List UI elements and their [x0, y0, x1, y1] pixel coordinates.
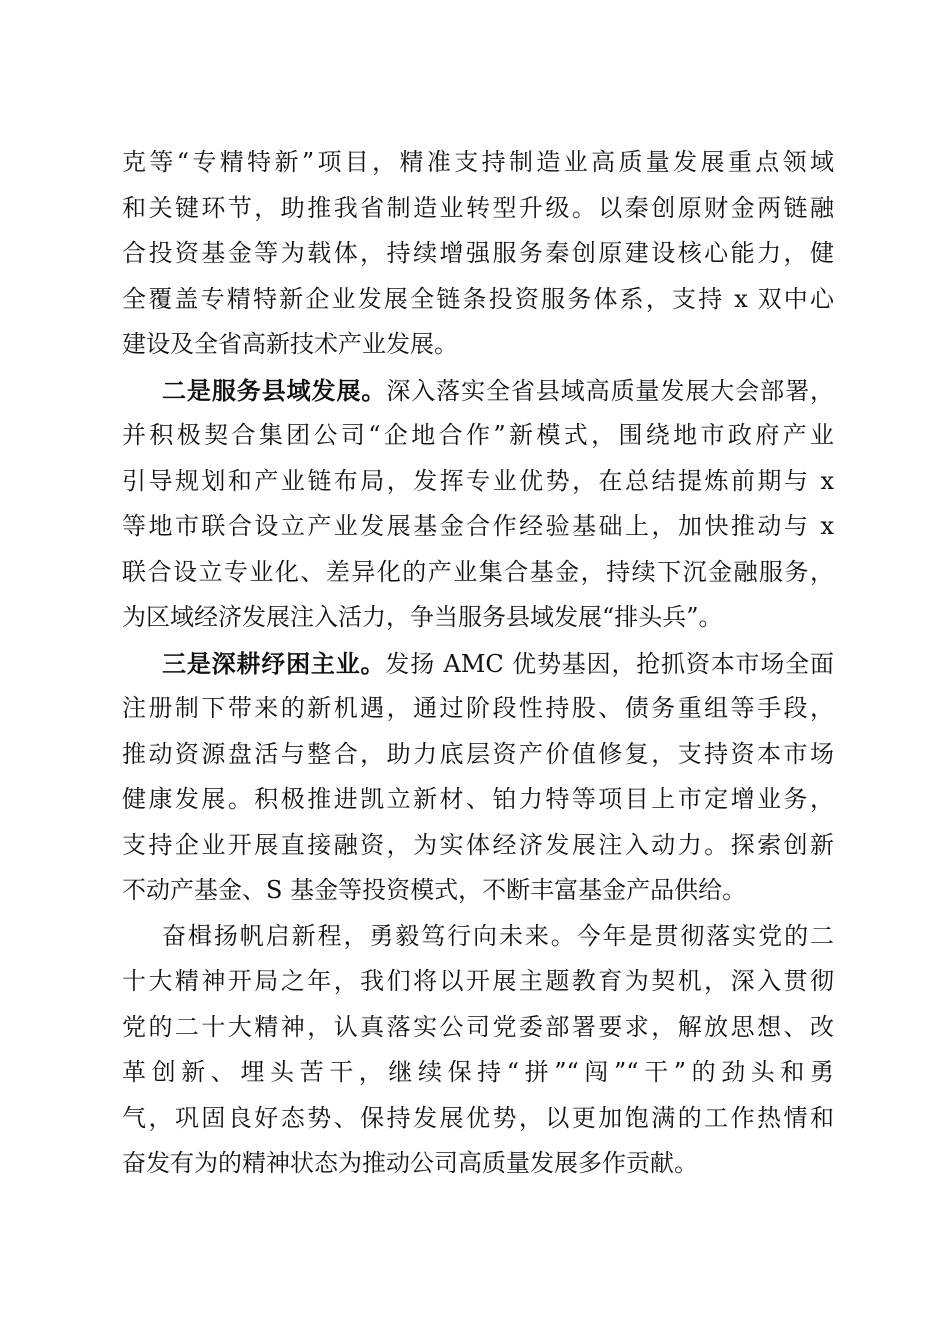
text-line: 克等“专精特新”项目，精准支持制造业高质量发展重点领域: [122, 148, 834, 176]
paragraph-lead-heading: 二是服务县域发展。: [162, 375, 387, 405]
text-line-first: 奋楫扬帆启新程，勇毅笃行向未来。今年是贯彻落实党的二: [162, 921, 834, 950]
text-line: 气，巩固良好态势、保持发展优势，以更加饱满的工作热情和: [122, 1103, 834, 1132]
paragraph-3: [122, 641, 834, 914]
text-line: 革创新、埋头苦干，继续保持“拼”“闯”“干”的劲头和勇: [122, 1058, 834, 1086]
document-body: [122, 140, 834, 1187]
text-line: 奋发有为的精神状态为推动公司高质量发展多作贡献。: [122, 1149, 698, 1177]
text-line: 联合设立专业化、差异化的产业集合基金，持续下沉金融服务，: [122, 557, 834, 586]
text-line: 党的二十大精神，认真落实公司党委部署要求，解放思想、改: [122, 1012, 834, 1041]
text-line: 全覆盖专精特新企业发展全链条投资服务体系，支持 x 双中心: [122, 284, 834, 313]
text-line: 引导规划和产业链布局，发挥专业优势，在总结提炼前期与 x: [122, 466, 834, 495]
paragraph-2: [122, 368, 834, 641]
paragraph-first-line-rest: 发扬 AMC 优势基因，抢抓资本市场全面: [385, 649, 834, 678]
paragraph-first-line-rest: 深入落实全省县域高质量发展大会部署，: [386, 376, 834, 405]
paragraph-4: [122, 914, 834, 1187]
paragraph-1: [122, 140, 834, 368]
text-line: 合投资基金等为载体，持续增强服务秦创原建设核心能力，健: [122, 239, 834, 267]
text-line-first: [122, 368, 834, 414]
text-line: 推动资源盘活与整合，助力底层资产价值修复，支持资本市场: [122, 739, 834, 768]
text-line: 和关键环节，助推我省制造业转型升级。以秦创原财金两链融: [122, 193, 834, 222]
text-line: 为区域经济发展注入活力，争当服务县域发展“排头兵”。: [122, 603, 723, 631]
text-line: 健康发展。积极推进凯立新材、铂力特等项目上市定增业务，: [122, 785, 834, 813]
text-line: 等地市联合设立产业发展基金合作经验基础上，加快推动与 x: [122, 512, 834, 540]
text-line: 不动产基金、S 基金等投资模式，不断丰富基金产品供给。: [122, 876, 747, 904]
text-line: 支持企业开展直接融资，为实体经济发展注入动力。探索创新: [122, 830, 834, 859]
text-line: 建设及全省高新技术产业发展。: [122, 330, 458, 358]
text-line-first: [122, 641, 834, 687]
text-line: 十大精神开局之年，我们将以开展主题教育为契机，深入贯彻: [122, 967, 834, 995]
text-line: 注册制下带来的新机遇，通过阶段性持股、债务重组等手段，: [122, 694, 834, 722]
paragraph-lead-heading: 三是深耕纾困主业。: [162, 648, 386, 678]
text-line: 并积极契合集团公司“企地合作”新模式，围绕地市政府产业: [122, 421, 834, 449]
